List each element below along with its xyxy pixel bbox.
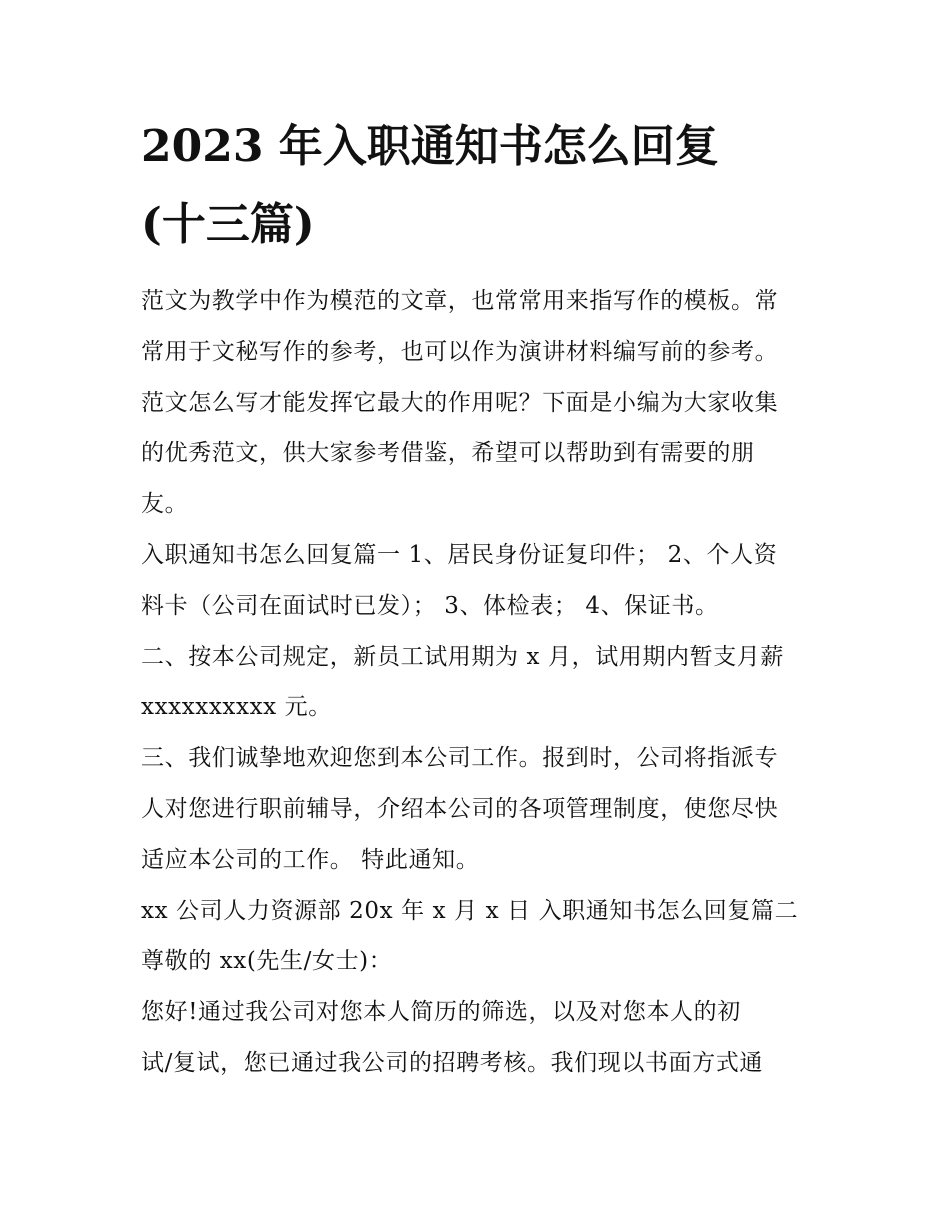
text-line: 人对您进行职前辅导，介绍本公司的各项管理制度，使您尽快 [141, 795, 779, 822]
probation-paragraph [141, 632, 821, 734]
text-line: 二、按本公司规定，新员工试用期为 x 月，试用期内暂支月薪 [141, 643, 784, 670]
text-line: xx 公司人力资源部 20x 年 x 月 x 日 入职通知书怎么回复篇二 [141, 897, 799, 924]
body-paragraph [141, 987, 821, 1089]
text-line: 常用于文秘写作的参考，也可以作为演讲材料编写前的参考。 [141, 338, 779, 365]
text-line: 范文怎么写才能发挥它最大的作用呢？下面是小编为大家收集 [141, 389, 779, 416]
title-line: 2023 年入职通知书怎么回复 [141, 121, 719, 172]
document-page [141, 108, 821, 1089]
text-line: 三、我们诚挚地欢迎您到本公司工作。报到时，公司将指派专 [141, 745, 779, 772]
intro-paragraph [141, 276, 821, 530]
signature-paragraph [141, 886, 821, 937]
document-title [141, 108, 821, 264]
text-line: 试/复试，您已通过我公司的招聘考核。我们现以书面方式通 [141, 1049, 763, 1076]
text-line: xxxxxxxxxx 元。 [141, 694, 332, 721]
text-line: 友。 [141, 491, 189, 518]
text-line: 尊敬的 xx(先生/女士)： [141, 948, 393, 975]
text-line: 适应本公司的工作。 特此通知。 [141, 846, 480, 873]
text-line: 您好!通过我公司对您本人简历的筛选，以及对您本人的初 [141, 999, 741, 1026]
text-line: 料卡（公司在面试时已发）； 3、体检表； 4、保证书。 [141, 592, 719, 619]
section-one-paragraph [141, 530, 821, 632]
title-line: (十三篇) [141, 199, 315, 250]
text-line: 范文为教学中作为模范的文章，也常常用来指写作的模板。常 [141, 288, 779, 314]
text-line: 入职通知书怎么回复篇一 1、居民身份证复印件； 2、个人资 [141, 541, 778, 568]
text-line: 的优秀范文，供大家参考借鉴，希望可以帮助到有需要的朋 [141, 440, 755, 467]
salutation-paragraph [141, 936, 821, 987]
welcome-paragraph [141, 733, 821, 885]
